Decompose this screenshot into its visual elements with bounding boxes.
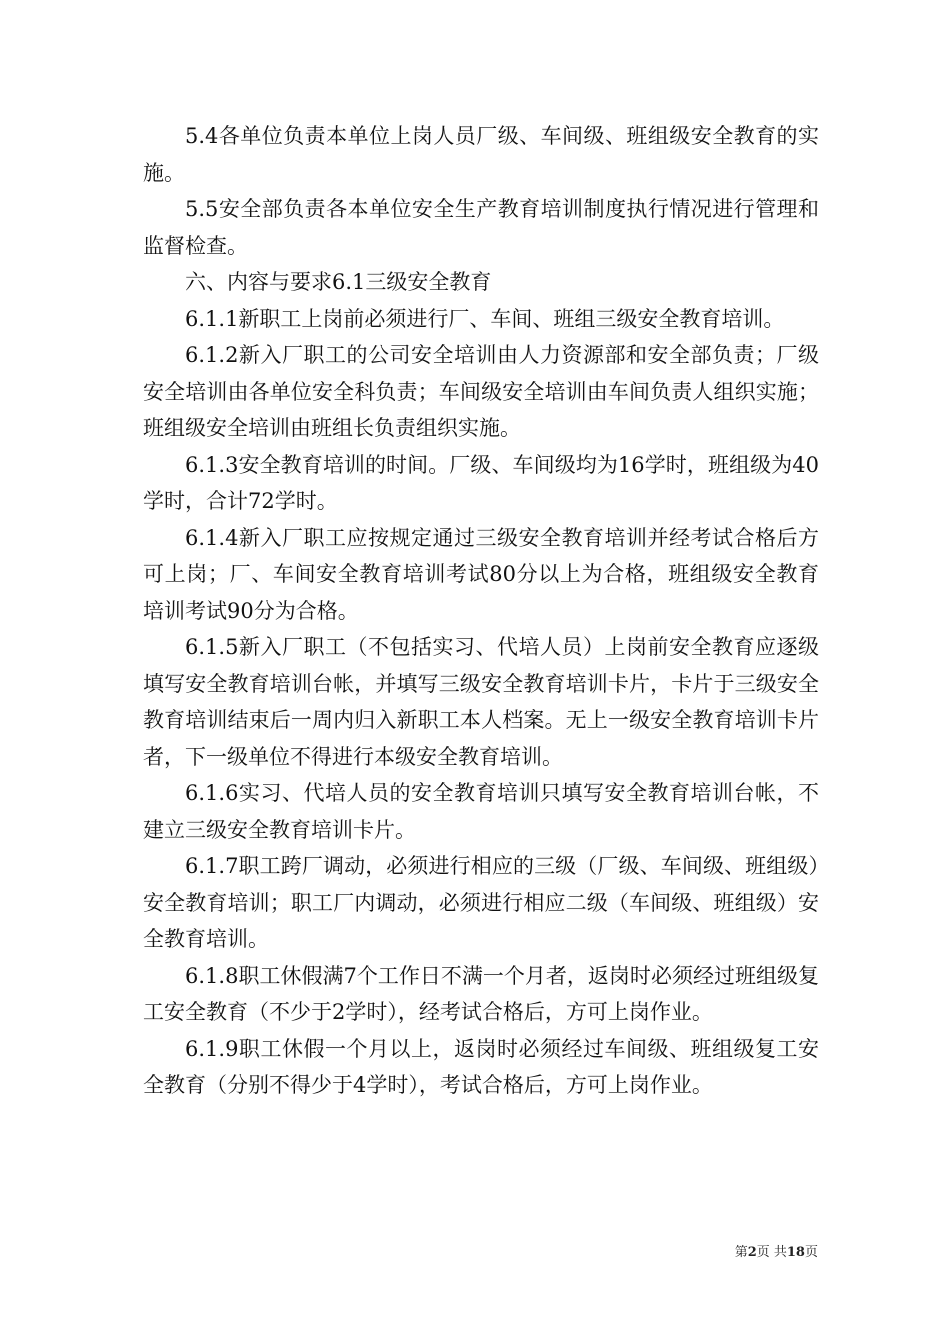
footer-page-number: 2 [747,1245,757,1260]
paragraph-5-4: 5.4各单位负责本单位上岗人员厂级、车间级、班组级安全教育的实施。 [143,124,819,185]
paragraph-6-1-6: 6.1.6实习、代培人员的安全教育培训只填写安全教育培训台帐，不建立三级安全教育培训卡片。 [143,781,819,842]
paragraph-6-1-4: 6.1.4新入厂职工应按规定通过三级安全教育培训并经考试合格后方可上岗；厂、车间安全教育培训考试80分以上为合格，班组级安全教育培训考试90分为合格。 [143,525,819,623]
paragraph-6-1-5: 6.1.5新入厂职工（不包括实习、代培人员）上岗前安全教育应逐级填写安全教育培训台帐，并填写三级安全教育培训卡片，卡片于三级安全教育培训结束后一周内归入新职工本人档案。无上一级安全教育培训卡片者，下一级单位不得进行本级安全教育培训。 [143,635,819,769]
paragraph-6-1-2: 6.1.2新入厂职工的公司安全培训由人力资源部和安全部负责；厂级安全培训由各单位安全科负责；车间级安全培训由车间负责人组织实施；班组级安全培训由班组长负责组织实施。 [143,343,819,440]
paragraph-6-1-1: 6.1.1新职工上岗前必须进行厂、车间、班组三级安全教育培训。 [185,306,785,331]
page-number-footer [708,1244,818,1262]
paragraph-6-1-7: 6.1.7职工跨厂调动，必须进行相应的三级（厂级、车间级、班组级）安全教育培训；职工厂内调动，必须进行相应二级（车间级、班组级）安全教育培训。 [143,854,819,951]
paragraph-6-1-3: 6.1.3安全教育培训的时间。厂级、车间级均为16学时，班组级为40学时，合计72学时。 [143,452,819,513]
footer-suffix: 页 [804,1245,818,1260]
footer-middle: 页 共 [756,1245,787,1260]
document-body [143,118,819,1104]
section-heading-6: 六、内容与要求6.1三级安全教育 [185,270,492,294]
paragraph-5-5: 5.5安全部负责各本单位安全生产教育培训制度执行情况进行管理和监督检查。 [143,197,819,258]
paragraph-6-1-9: 6.1.9职工休假一个月以上，返岗时必须经过车间级、班组级复工安全教育（分别不得少于4学时），考试合格后，方可上岗作业。 [143,1036,819,1097]
footer-prefix: 第 [734,1245,748,1260]
paragraph-6-1-8: 6.1.8职工休假满7个工作日不满一个月者，返岗时必须经过班组级复工安全教育（不少于2学时），经考试合格后，方可上岗作业。 [143,963,819,1024]
footer-total-pages: 18 [786,1245,805,1260]
